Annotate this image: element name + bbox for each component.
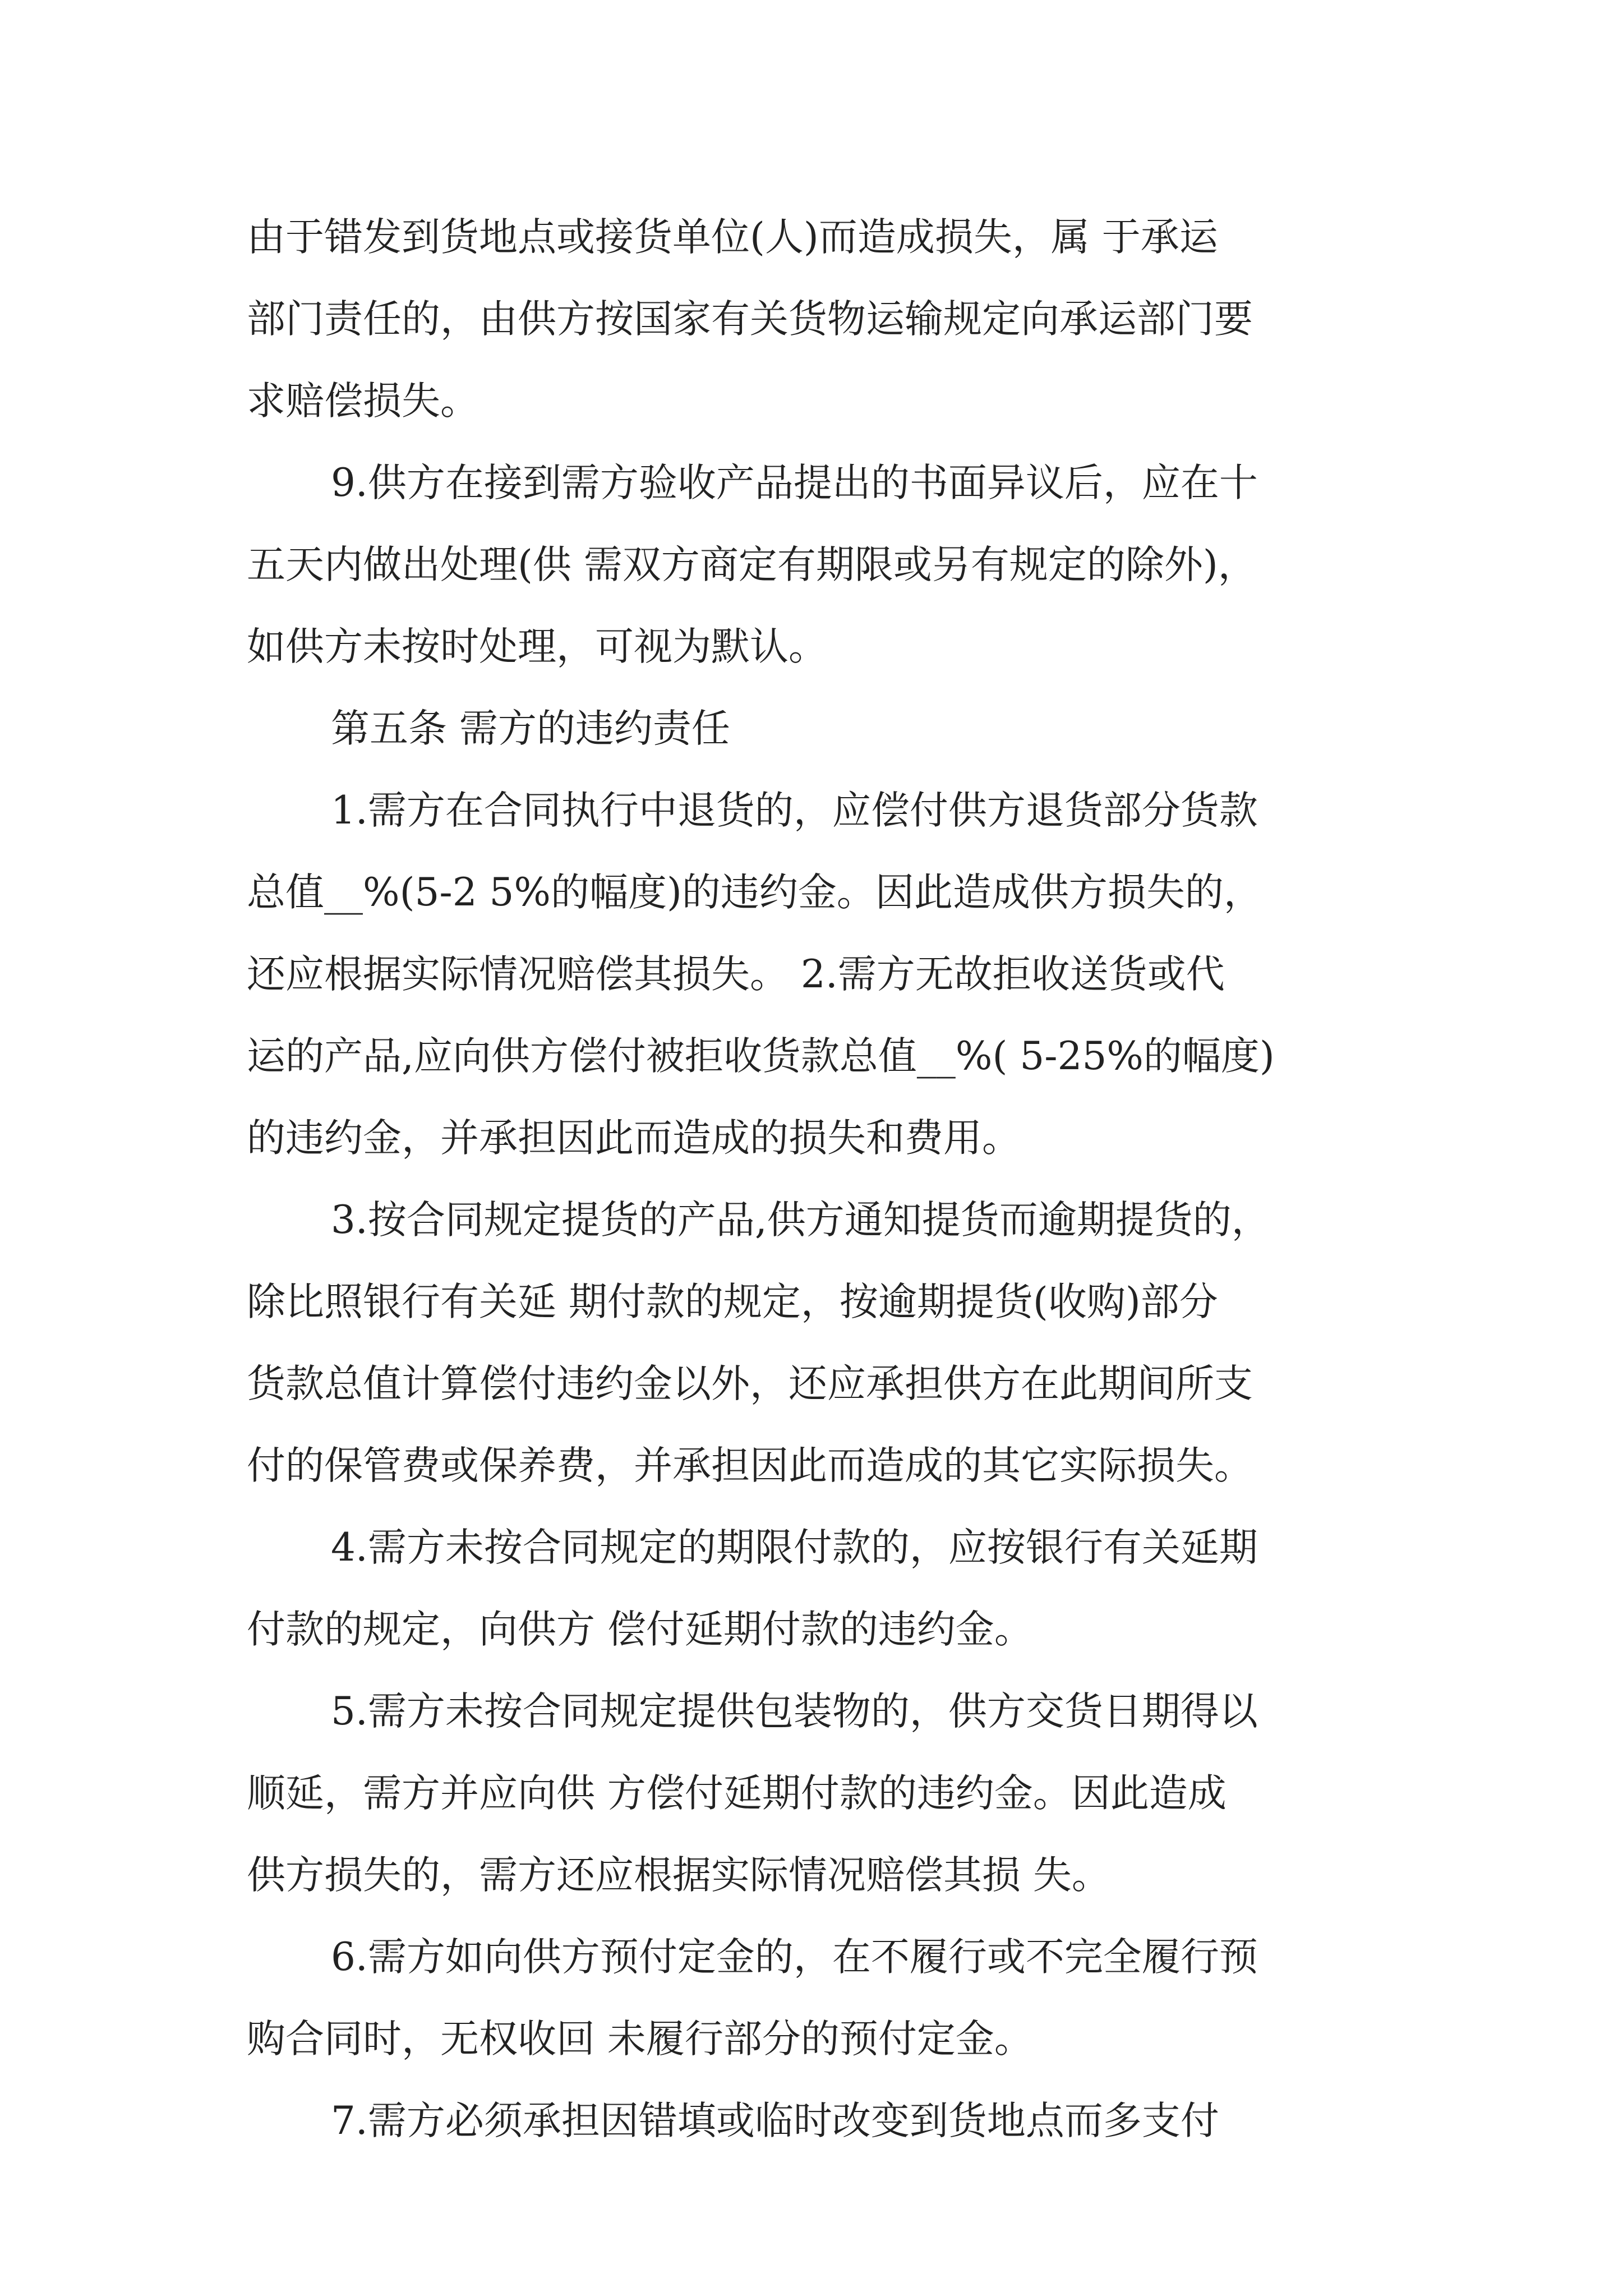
text-line: 求赔偿损失。 [247,379,479,424]
text-line: 购合同时，无权收回 未履行部分的预付定金。 [247,2017,1033,2062]
text-line: 付款的规定，向供方 偿付延期付款的违约金。 [247,1607,1033,1652]
text-line: 货款总值计算偿付违约金以外，还应承担供方在此期间所支 [247,1361,1253,1406]
text-line: 付的保管费或保养费，并承担因此而造成的其它实际损失。 [247,1443,1253,1488]
text-line: 顺延，需方并应向供 方偿付延期付款的违约金。因此造成 [247,1771,1227,1816]
text-line: 7.需方必须承担因错填或临时改变到货地点而多支付 [331,2099,1219,2143]
text-line: 总值__%(5-2 5%的幅度)的违约金。因此造成供方损失的， [247,870,1262,915]
text-line: 如供方未按时处理，可视为默认。 [247,624,827,669]
text-line: 的违约金，并承担因此而造成的损失和费用。 [247,1116,1021,1161]
text-line: 除比照银行有关延 期付款的规定，按逾期提货(收购)部分 [247,1280,1218,1324]
text-line: 6.需方如向供方预付定金的，在不履行或不完全履行预 [331,1935,1258,1980]
text-line: 五天内做出处理(供 需双方商定有期限或另有规定的除外)， [247,542,1257,587]
text-line: 还应根据实际情况赔偿其损失。 2.需方无故拒收送货或代 [247,952,1225,997]
text-line: 由于错发到货地点或接货单位(人)而造成损失，属 于承运 [247,215,1218,260]
text-line: 3.按合同规定提货的产品,供方通知提货而逾期提货的， [331,1198,1270,1243]
text-line: 部门责任的，由供方按国家有关货物运输规定向承运部门要 [247,297,1253,342]
text-line: 运的产品,应向供方偿付被拒收货款总值__%( 5-25%的幅度) [247,1034,1275,1079]
text-line: 1.需方在合同执行中退货的，应偿付供方退货部分货款 [331,788,1258,833]
text-line: 5.需方未按合同规定提供包装物的，供方交货日期得以 [331,1689,1258,1734]
text-line: 9.供方在接到需方验收产品提出的书面异议后，应在十 [331,461,1258,505]
text-line: 供方损失的，需方还应根据实际情况赔偿其损 失。 [247,1853,1110,1898]
section-heading: 第五条 需方的违约责任 [331,706,730,751]
text-line: 4.需方未按合同规定的期限付款的，应按银行有关延期 [331,1525,1258,1570]
document-body [247,196,1408,2162]
